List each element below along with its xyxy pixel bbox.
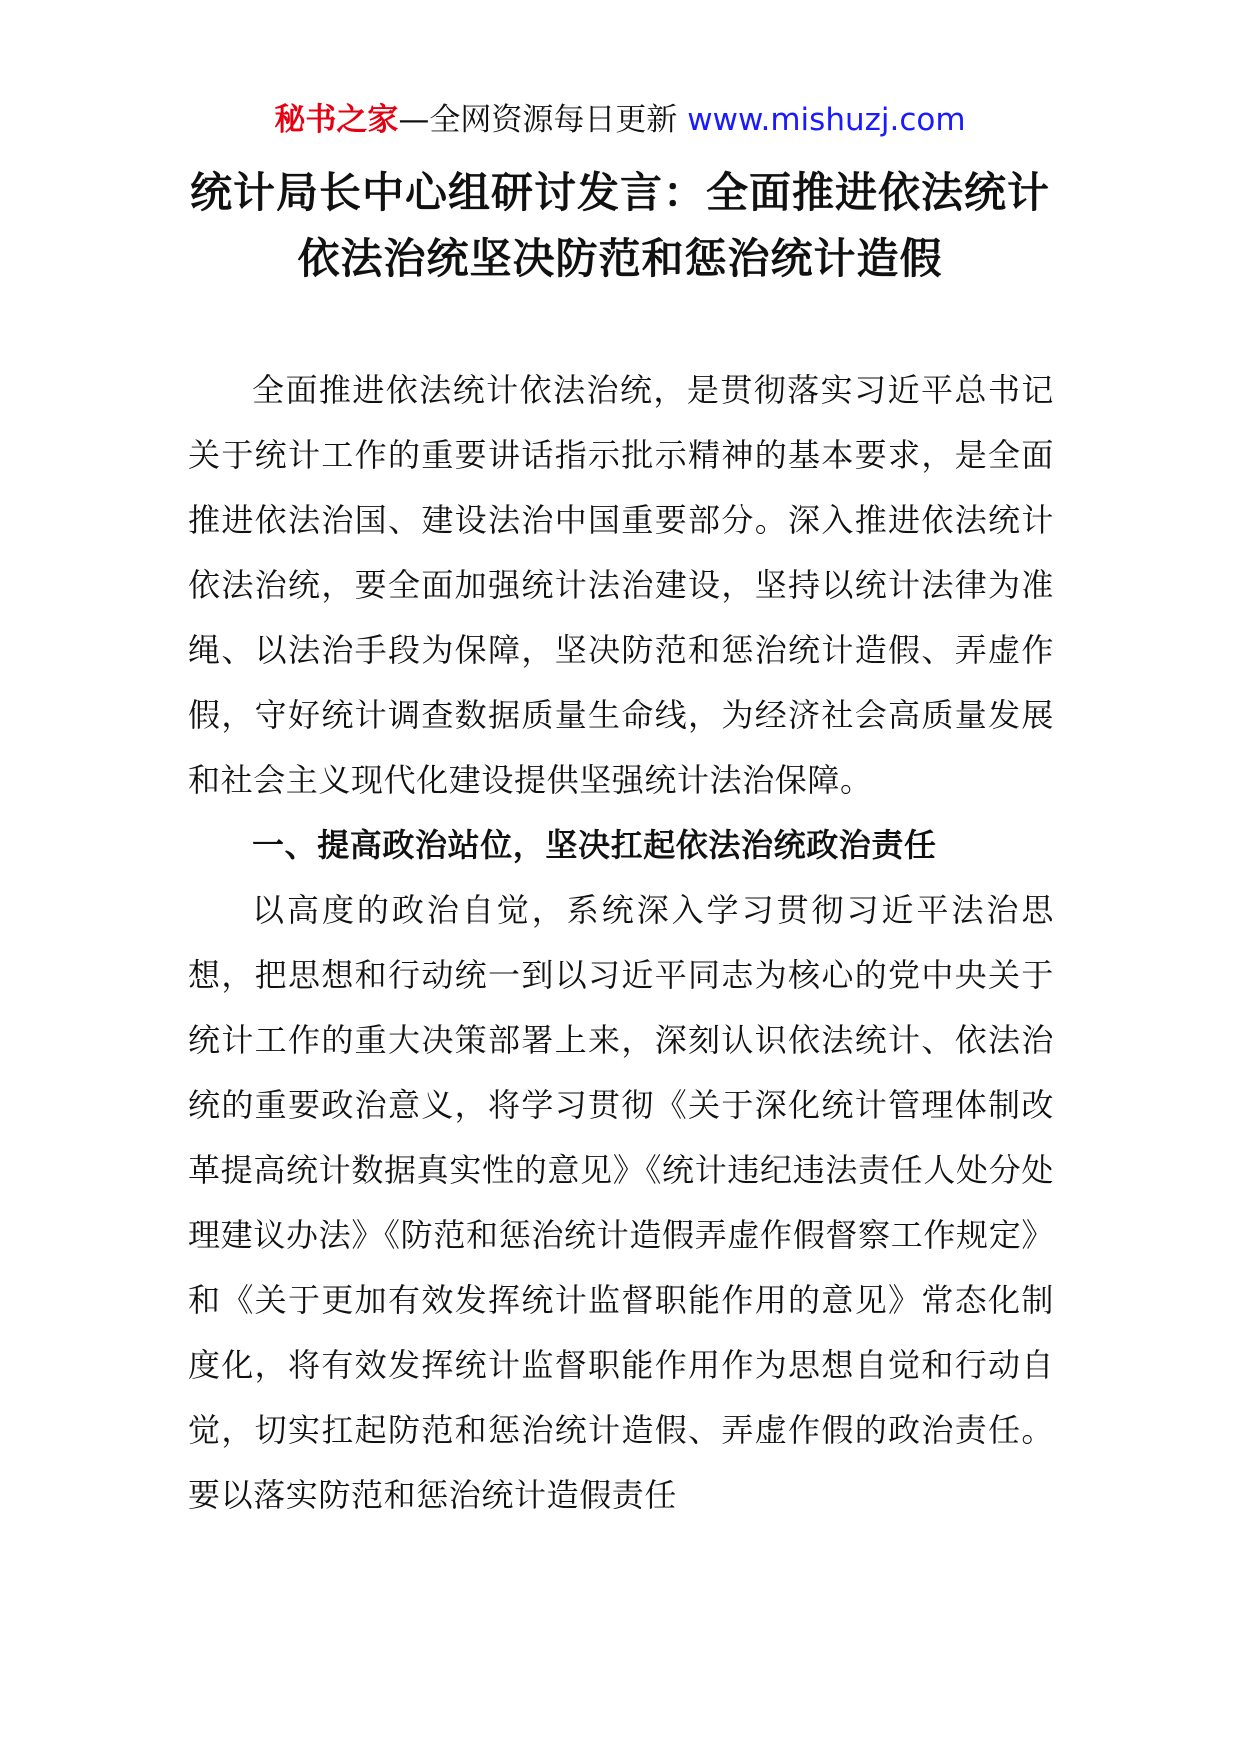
paragraph-intro: 全面推进依法统计依法治统，是贯彻落实习近平总书记关于统计工作的重要讲话指示批示精神的基本要求，是全面推进依法治国、建设法治中国重要部分。深入推进依法统计依法治统，要全面加强统计法治建设，坚持以统计法律为准绳、以法治手段为保障，坚决防范和惩治统计造假、弄虚作假，守好统计调查数据质量生命线，为经济社会高质量发展和社会主义现代化建设提供坚强统计法治保障。: [188, 371, 1054, 799]
document-title: [120, 160, 1120, 292]
title-line-2: 依法治统坚决防范和惩治统计造假: [297, 234, 943, 283]
watermark-banner: [0, 98, 1240, 142]
paragraph-section-1: 以高度的政治自觉，系统深入学习贯彻习近平法治思想，把思想和行动统一到以习近平同志为核心的党中央关于统计工作的重大决策部署上来，深刻认识依法统计、依法治统的重要政治意义，将学习贯彻《关于深化统计管理体制改革提高统计数据真实性的意见》《统计违纪违法责任人处分处理建议办法》《防范和惩治统计造假弄虚作假督察工作规定》和《关于更加有效发挥统计监督职能作用的意见》常态化制度化，将有效发挥统计监督职能作用作为思想自觉和行动自觉，切实扛起防范和惩治统计造假、弄虚作假的政治责任。要以落实防范和惩治统计造假责任: [188, 891, 1054, 1514]
section-heading-1: 一、提高政治站位，坚决扛起依法治统政治责任: [252, 826, 937, 864]
banner-brand: 秘书之家: [274, 102, 399, 138]
document-body: [188, 358, 1054, 1528]
banner-url[interactable]: www.mishuzj.com: [687, 102, 966, 138]
banner-tagline: —全网资源每日更新: [398, 102, 688, 138]
title-line-1: 统计局长中心组研讨发言：全面推进依法统计: [189, 168, 1050, 217]
